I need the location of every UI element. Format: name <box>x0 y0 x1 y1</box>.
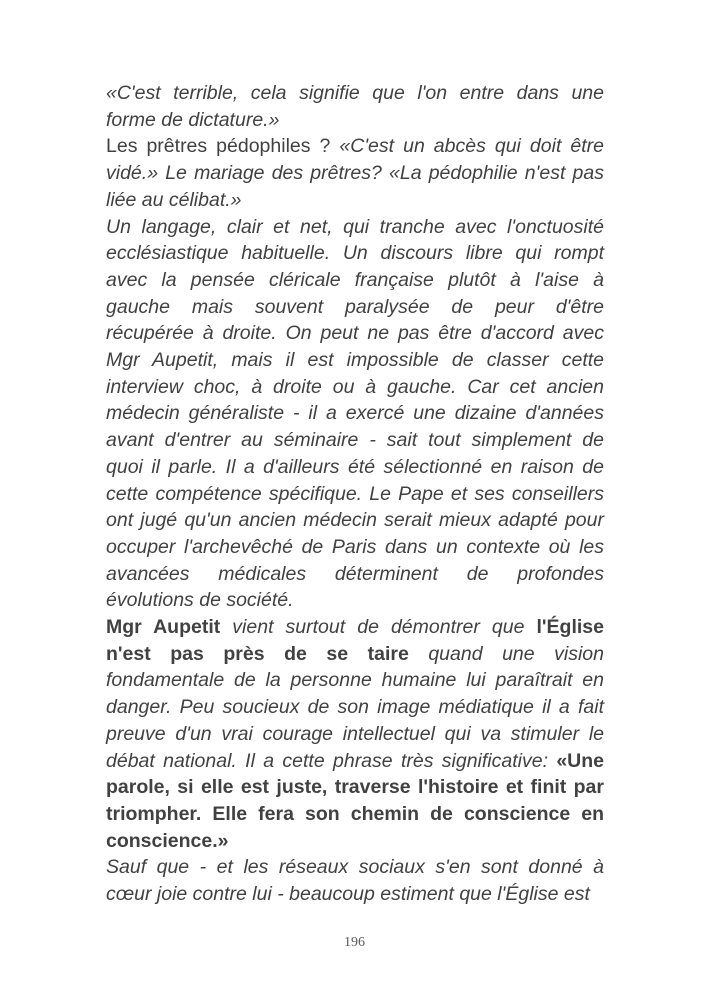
text-line <box>106 400 604 427</box>
text-line <box>106 774 604 801</box>
text-line <box>106 641 604 668</box>
text-segment: vient surtout de démontrer que <box>232 616 537 639</box>
text-line <box>106 854 604 881</box>
text-segment: Mgr Aupetit <box>106 616 233 639</box>
text-segment: «C'est terrible, cela signifie que l'on entre dans une <box>106 82 604 104</box>
text-segment: interview choc, à droite ou à gauche. Car cet ancien <box>106 375 604 398</box>
text-segment: forme de dictature.» <box>106 108 280 131</box>
text-segment: cœur joie contre lui - beaucoup estiment que l'Église est <box>106 883 590 906</box>
text-line <box>106 133 604 160</box>
text-segment: n'est pas près de se taire <box>106 642 429 665</box>
text-segment: occuper l'archevêché de Paris dans un contexte où les <box>106 535 604 558</box>
text-segment: «C'est un abcès qui doit être <box>339 135 604 158</box>
text-line <box>106 881 604 908</box>
text-segment: quoi il parle. Il a d'ailleurs été sélectionné en raison de <box>106 455 604 478</box>
text-segment: cette compétence spécifique. Le Pape et ses conseillers <box>106 482 604 505</box>
page-number: 196 <box>344 935 365 950</box>
text-line <box>106 294 604 321</box>
text-line <box>106 667 604 694</box>
text-segment: avancées médicales déterminent de profondes <box>106 562 604 585</box>
text-line <box>106 801 604 828</box>
text-segment: liée au célibat.» <box>106 188 242 211</box>
text-segment: quand une vision <box>428 642 604 665</box>
text-segment: gauche mais souvent paralysée de peur d'être <box>106 295 604 318</box>
text-line <box>106 320 604 347</box>
text-segment: preuve d'un vrai courage intellectuel qui va stimuler le <box>106 722 604 745</box>
text-segment: ont jugé qu'un ancien médecin serait mieux adapté pour <box>106 509 604 532</box>
text-line <box>106 507 604 534</box>
text-line <box>106 214 604 241</box>
text-segment: avec la pensée cléricale française plutôt à l'aise à <box>106 268 604 291</box>
text-segment: récupérée à droite. On peut ne pas être d'accord avec <box>106 322 604 345</box>
text-line <box>106 534 604 561</box>
text-segment: parole, si elle est juste, traverse l'histoire et finit par <box>106 776 604 799</box>
text-line <box>106 427 604 454</box>
text-line <box>106 267 604 294</box>
text-segment: Un langage, clair et net, qui tranche avec l'onctuosité <box>106 215 604 238</box>
text-segment: débat national. Il a cette phrase très significative: <box>106 749 557 772</box>
text-segment: Sauf que - et les réseaux sociaux s'en sont donné à <box>106 856 604 879</box>
text-segment: avant d'entrer au séminaire - sait tout simplement de <box>106 429 604 452</box>
text-segment: conscience.» <box>106 829 229 852</box>
text-line <box>106 374 604 401</box>
text-segment: fondamentale de la personne humaine lui paraîtrait en <box>106 669 604 692</box>
text-line <box>106 748 604 775</box>
text-line <box>106 721 604 748</box>
text-line <box>106 481 604 508</box>
text-line <box>106 160 604 187</box>
text-segment: Mgr Aupetit, mais il est impossible de classer cette <box>106 349 604 372</box>
text-segment: vidé.» Le mariage des prêtres? «La pédophilie n'est pas <box>106 162 604 185</box>
text-segment: triompher. Elle fera son chemin de conscience en <box>106 802 604 825</box>
text-line <box>106 187 604 214</box>
text-segment: danger. Peu soucieux de son image médiatique il a fait <box>106 696 604 719</box>
text-segment: ecclésiastique habituelle. Un discours libre qui rompt <box>106 242 604 265</box>
text-block <box>106 80 604 908</box>
text-line <box>106 614 604 641</box>
text-line <box>106 80 604 107</box>
text-line <box>106 107 604 134</box>
text-line <box>106 561 604 588</box>
text-segment: l'Église <box>536 616 604 639</box>
text-segment: «Une <box>556 749 604 772</box>
text-line <box>106 828 604 855</box>
text-segment: évolutions de société. <box>106 589 294 612</box>
text-line <box>106 454 604 481</box>
text-line <box>106 347 604 374</box>
text-segment: médecin généraliste - il a exercé une dizaine d'années <box>106 402 604 425</box>
text-line <box>106 694 604 721</box>
text-line <box>106 240 604 267</box>
text-line <box>106 587 604 614</box>
text-segment: Les prêtres pédophiles ? <box>106 135 340 158</box>
